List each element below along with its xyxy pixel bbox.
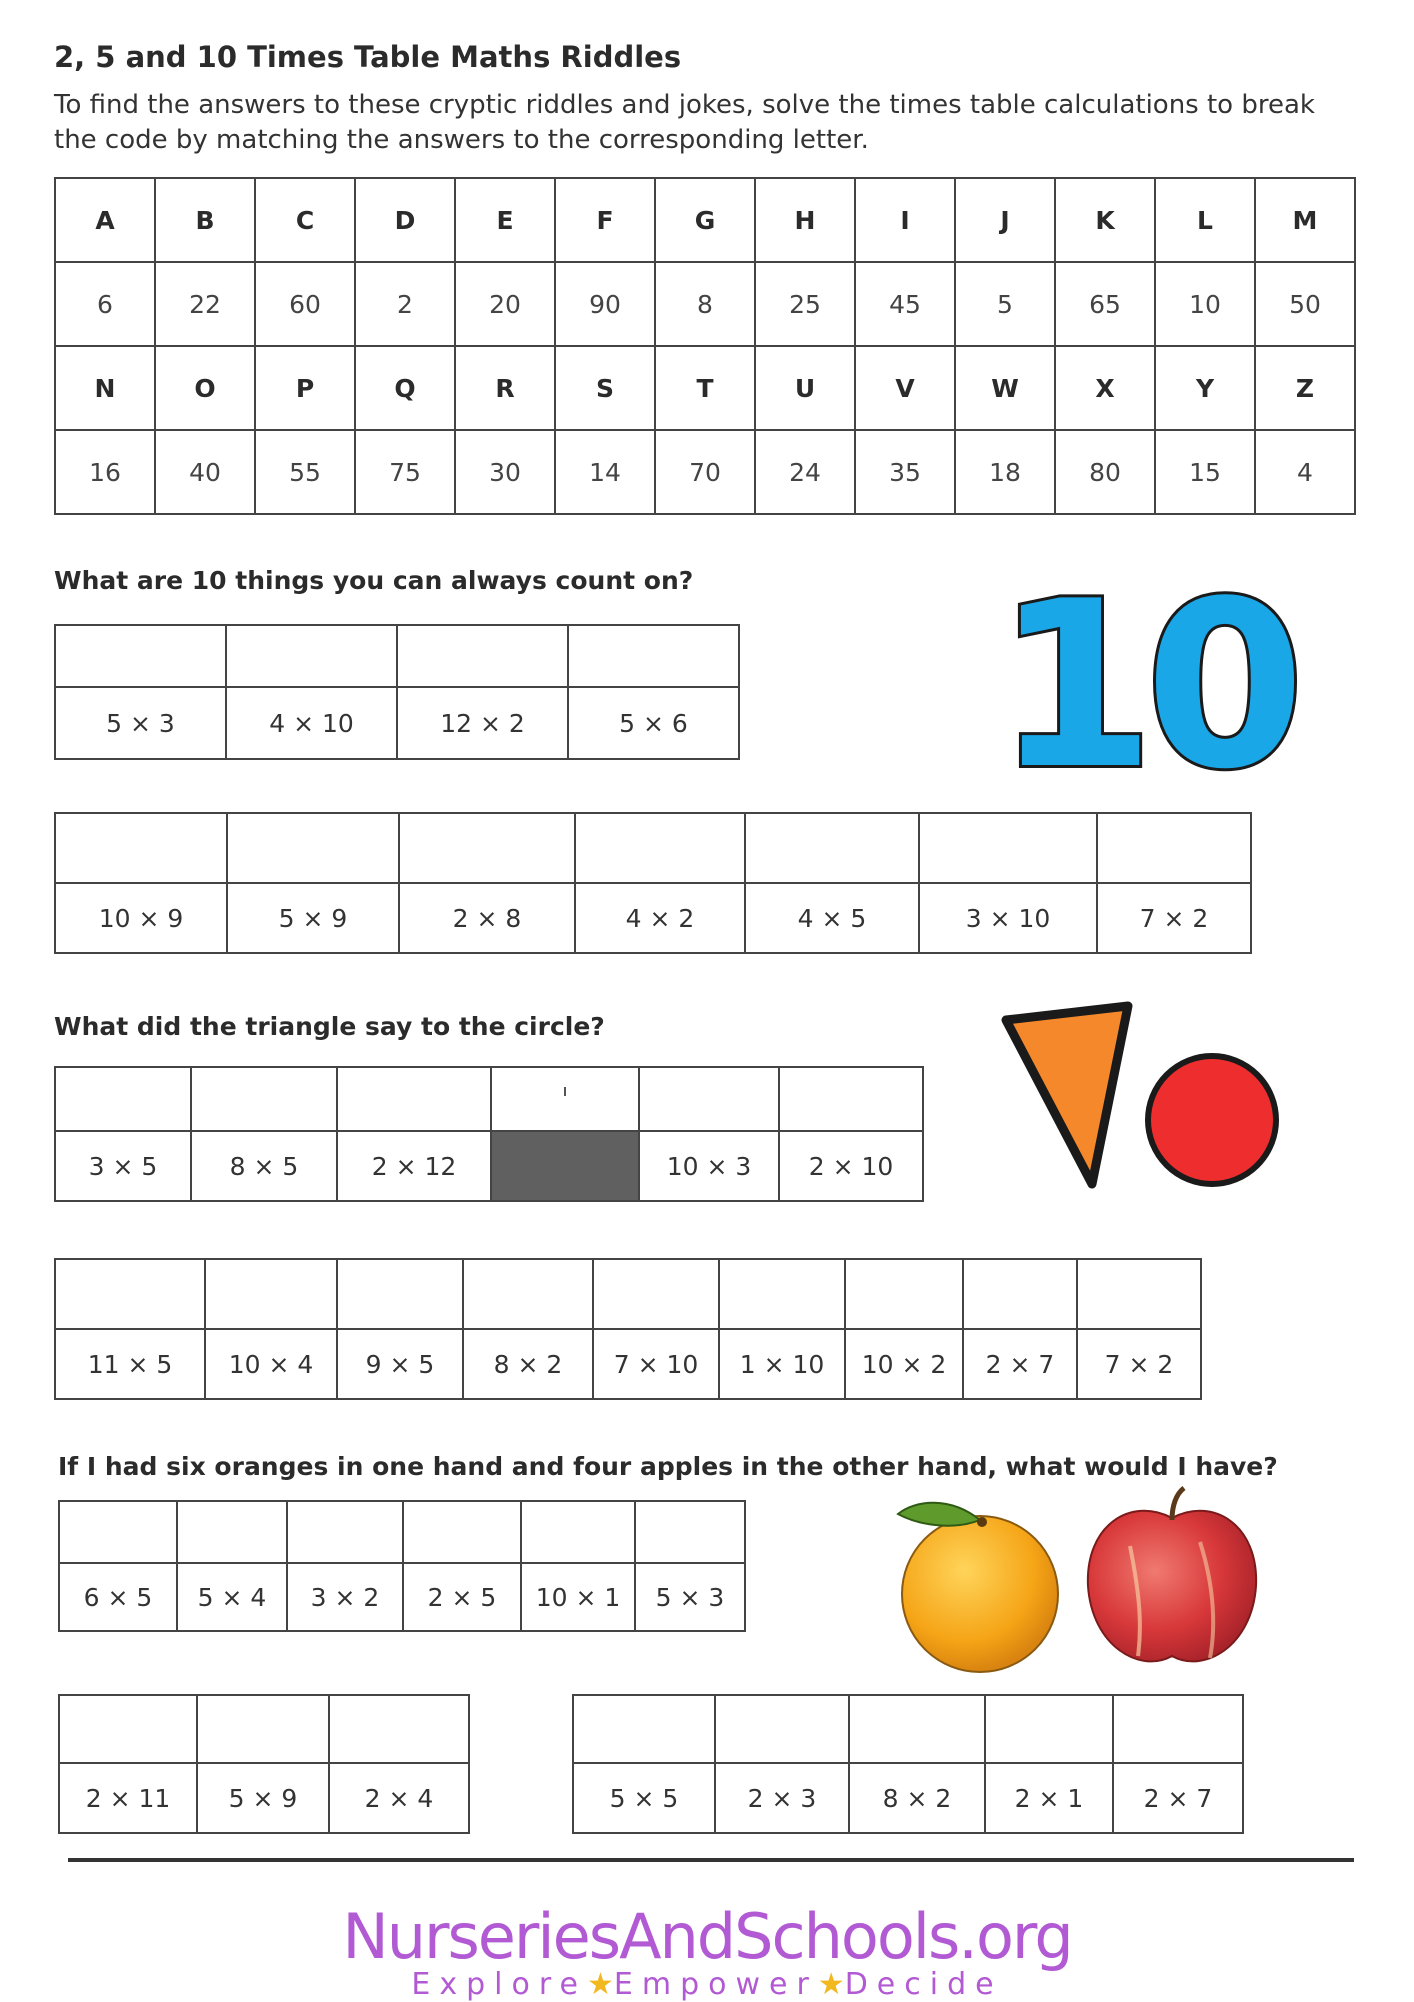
calculation-cell: 2 × 4 <box>329 1763 469 1833</box>
brand-tagline <box>0 1967 1414 2002</box>
calculation-cell: 9 × 5 <box>337 1329 463 1399</box>
circle-shape <box>1148 1056 1276 1184</box>
key-number: 15 <box>1155 430 1255 514</box>
key-number: 18 <box>955 430 1055 514</box>
key-letter: Z <box>1255 346 1355 430</box>
orange-fruit <box>898 1503 1058 1672</box>
key-number: 22 <box>155 262 255 346</box>
brand-name: NurseriesAndSchools.org <box>342 1900 1072 1973</box>
key-letter: X <box>1055 346 1155 430</box>
key-number: 10 <box>1155 262 1255 346</box>
key-number: 45 <box>855 262 955 346</box>
riddle-1-question: What are 10 things you can always count on? <box>54 566 694 595</box>
calculation-cell: 5 × 9 <box>197 1763 329 1833</box>
key-letter: L <box>1155 178 1255 262</box>
key-number: 24 <box>755 430 855 514</box>
calculation-cell: 3 × 2 <box>287 1563 403 1631</box>
key-letter: K <box>1055 178 1155 262</box>
key-letter-row-2 <box>55 346 1355 430</box>
triangle-shape <box>1006 1006 1128 1184</box>
riddle-2-grid-1 <box>54 1066 924 1202</box>
calculation-cell: 7 × 2 <box>1077 1329 1201 1399</box>
answer-box[interactable] <box>779 1067 923 1131</box>
riddle-1-grid-2 <box>54 812 1252 954</box>
answer-box[interactable] <box>1077 1259 1201 1329</box>
code-key-table <box>54 177 1356 515</box>
key-letter: D <box>355 178 455 262</box>
riddle-1-grid-1 <box>54 624 740 760</box>
calculation-cell: 8 × 2 <box>849 1763 985 1833</box>
answer-box[interactable] <box>287 1501 403 1563</box>
calculation-cell: 8 × 2 <box>463 1329 593 1399</box>
key-number: 65 <box>1055 262 1155 346</box>
answer-box[interactable] <box>329 1695 469 1763</box>
answer-box[interactable] <box>337 1259 463 1329</box>
key-number: 90 <box>555 262 655 346</box>
calculation-cell: 3 × 5 <box>55 1131 191 1201</box>
key-letter: P <box>255 346 355 430</box>
riddle-3-grid-2 <box>58 1694 470 1834</box>
answer-box[interactable] <box>191 1067 337 1131</box>
answer-box[interactable] <box>59 1501 177 1563</box>
key-number: 60 <box>255 262 355 346</box>
riddle-2-question: What did the triangle say to the circle? <box>54 1012 605 1041</box>
key-letter: Q <box>355 346 455 430</box>
key-letter: M <box>1255 178 1355 262</box>
answer-box[interactable] <box>59 1695 197 1763</box>
apple-fruit <box>1088 1488 1256 1661</box>
number-ten-illustration <box>994 553 1296 820</box>
riddle-3-question: If I had six oranges in one hand and four apples in the other hand, what would I have? <box>58 1452 1278 1481</box>
calculation-cell: 5 × 6 <box>568 687 739 759</box>
calculation-cell: 7 × 10 <box>593 1329 719 1399</box>
orange-apple-illustration <box>880 1486 1270 1676</box>
key-number: 70 <box>655 430 755 514</box>
key-letter: S <box>555 346 655 430</box>
key-letter: B <box>155 178 255 262</box>
calculation-cell: 2 × 10 <box>779 1131 923 1201</box>
triangle-circle-illustration <box>1000 996 1300 1196</box>
key-letter: T <box>655 346 755 430</box>
key-number: 8 <box>655 262 755 346</box>
calculation-cell: 4 × 10 <box>226 687 397 759</box>
key-letter: A <box>55 178 155 262</box>
answer-box[interactable] <box>963 1259 1077 1329</box>
key-number: 4 <box>1255 430 1355 514</box>
calculation-cell: 10 × 9 <box>55 883 227 953</box>
answer-box[interactable] <box>55 1259 205 1329</box>
calculation-cell: 5 × 3 <box>635 1563 745 1631</box>
answer-box[interactable] <box>593 1259 719 1329</box>
key-number: 55 <box>255 430 355 514</box>
apostrophe-box <box>491 1067 639 1131</box>
calculation-cell: 8 × 5 <box>191 1131 337 1201</box>
calculation-cell: 5 × 4 <box>177 1563 287 1631</box>
answer-box[interactable] <box>635 1501 745 1563</box>
calculation-cell: 2 × 11 <box>59 1763 197 1833</box>
key-number: 35 <box>855 430 955 514</box>
answer-box[interactable] <box>568 625 739 687</box>
key-letter: U <box>755 346 855 430</box>
answer-box[interactable] <box>1097 813 1251 883</box>
answer-box[interactable] <box>397 625 568 687</box>
riddle-3-grid-3 <box>572 1694 1244 1834</box>
answer-box[interactable] <box>463 1259 593 1329</box>
key-number: 40 <box>155 430 255 514</box>
answer-box[interactable] <box>1113 1695 1243 1763</box>
calculation-cell: 5 × 9 <box>227 883 399 953</box>
calculation-cell: 10 × 2 <box>845 1329 963 1399</box>
key-number: 20 <box>455 262 555 346</box>
answer-box[interactable] <box>575 813 745 883</box>
key-letter: R <box>455 346 555 430</box>
answer-box[interactable] <box>715 1695 849 1763</box>
answer-box[interactable] <box>403 1501 521 1563</box>
calculation-cell: 2 × 3 <box>715 1763 849 1833</box>
key-number: 80 <box>1055 430 1155 514</box>
answer-box[interactable] <box>177 1501 287 1563</box>
calculation-cell: 11 × 5 <box>55 1329 205 1399</box>
answer-box[interactable] <box>55 1067 191 1131</box>
answer-box[interactable] <box>227 813 399 883</box>
answer-box[interactable] <box>337 1067 491 1131</box>
star-icon: ★ <box>817 1967 845 2002</box>
answer-box[interactable] <box>226 625 397 687</box>
key-letter: N <box>55 346 155 430</box>
brand-logo[interactable] <box>0 1900 1414 2002</box>
calculation-cell: 10 × 4 <box>205 1329 337 1399</box>
calculation-cell: 1 × 10 <box>719 1329 845 1399</box>
key-number: 16 <box>55 430 155 514</box>
star-icon: ★ <box>586 1967 614 2002</box>
key-letter: I <box>855 178 955 262</box>
key-number: 75 <box>355 430 455 514</box>
calculation-cell: 12 × 2 <box>397 687 568 759</box>
key-number: 25 <box>755 262 855 346</box>
intro-text: To find the answers to these cryptic riddles and jokes, solve the times table calculations to break the code by matching the answers to the corresponding letter. <box>54 90 1315 155</box>
key-number: 2 <box>355 262 455 346</box>
calculation-cell: 2 × 5 <box>403 1563 521 1631</box>
key-number: 50 <box>1255 262 1355 346</box>
calculation-cell: 2 × 7 <box>1113 1763 1243 1833</box>
key-letter: C <box>255 178 355 262</box>
key-number-row-2 <box>55 430 1355 514</box>
answer-box[interactable] <box>985 1695 1113 1763</box>
tagline-explore: Explore <box>411 1967 587 2002</box>
key-letter: O <box>155 346 255 430</box>
key-number: 30 <box>455 430 555 514</box>
key-letter: V <box>855 346 955 430</box>
calculation-cell: 3 × 10 <box>919 883 1097 953</box>
key-letter: H <box>755 178 855 262</box>
calculation-cell: 10 × 3 <box>639 1131 779 1201</box>
answer-box[interactable] <box>197 1695 329 1763</box>
key-number-row-1 <box>55 262 1355 346</box>
footer-divider <box>68 1858 1354 1862</box>
answer-box[interactable] <box>55 625 226 687</box>
calculation-cell: 2 × 1 <box>985 1763 1113 1833</box>
calculation-cell: 10 × 1 <box>521 1563 635 1631</box>
answer-box[interactable] <box>521 1501 635 1563</box>
answer-box[interactable] <box>399 813 575 883</box>
key-letter: W <box>955 346 1055 430</box>
calculation-cell: 7 × 2 <box>1097 883 1251 953</box>
calculation-cell: 2 × 12 <box>337 1131 491 1201</box>
tagline-decide: Decide <box>844 1967 1003 2002</box>
shaded-cell <box>491 1131 639 1201</box>
riddle-2-grid-2 <box>54 1258 1202 1400</box>
answer-box[interactable] <box>849 1695 985 1763</box>
key-letter: F <box>555 178 655 262</box>
calculation-cell: 2 × 8 <box>399 883 575 953</box>
answer-box[interactable] <box>55 813 227 883</box>
key-letter: E <box>455 178 555 262</box>
key-letter: G <box>655 178 755 262</box>
ten-digits: 10 <box>994 553 1296 820</box>
calculation-cell: 5 × 5 <box>573 1763 715 1833</box>
key-letter: J <box>955 178 1055 262</box>
answer-box[interactable] <box>845 1259 963 1329</box>
calculation-cell: 4 × 5 <box>745 883 919 953</box>
key-number: 6 <box>55 262 155 346</box>
calculation-cell: 4 × 2 <box>575 883 745 953</box>
answer-box[interactable] <box>639 1067 779 1131</box>
key-letter-row-1 <box>55 178 1355 262</box>
key-number: 14 <box>555 430 655 514</box>
answer-box[interactable] <box>919 813 1097 883</box>
calculation-cell: 2 × 7 <box>963 1329 1077 1399</box>
key-number: 5 <box>955 262 1055 346</box>
key-letter: Y <box>1155 346 1255 430</box>
tagline-empower: Empower <box>613 1967 818 2002</box>
answer-box[interactable] <box>745 813 919 883</box>
riddle-3-grid-1 <box>58 1500 746 1632</box>
answer-box[interactable] <box>205 1259 337 1329</box>
page-title: 2, 5 and 10 Times Table Maths Riddles <box>54 40 682 74</box>
answer-box[interactable] <box>573 1695 715 1763</box>
answer-box[interactable] <box>719 1259 845 1329</box>
calculation-cell: 5 × 3 <box>55 687 226 759</box>
calculation-cell: 6 × 5 <box>59 1563 177 1631</box>
